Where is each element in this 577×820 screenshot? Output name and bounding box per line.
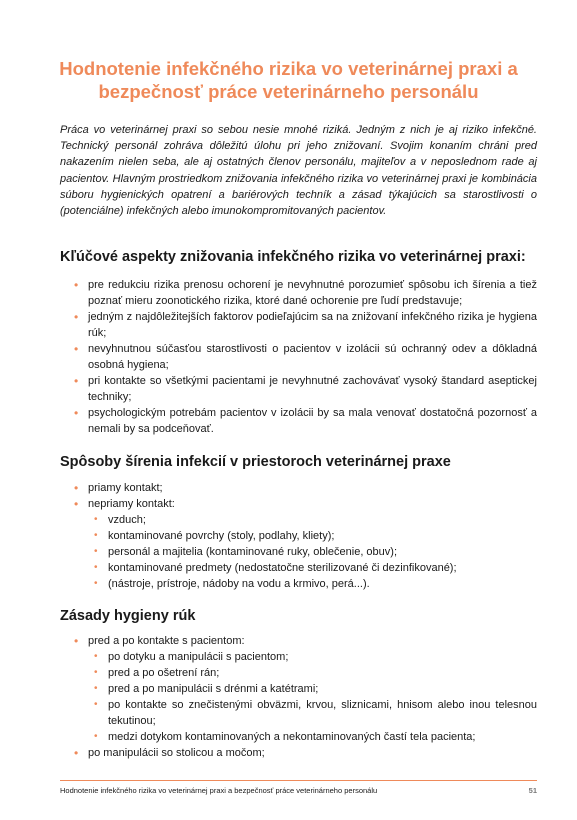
intro-paragraph: Práca vo veterinárnej praxi so sebou nesie mnohé riziká. Jedným z nich je aj riziko infekčné. Technický personál zohráva dôležitú úlohu pri jeho znižovaní. Svojim konaním chráni pred nakazením nielen seba, ale aj ostatných členov personálu, majiteľov a v neposlednom rade aj pacientov. Hlavným prostriedkom znižovania infekčného rizika vo veterinárnej praxi je kombinácia súboru hygienických opatrení a bariérových techník a zásad týkajúcich sa starostlivosti o (potenciálne) infekčných alebo imunokompromitovaných pacientov.	[60, 124, 537, 218]
footer-divider	[60, 780, 537, 781]
spread-list	[74, 480, 537, 592]
section-heading-key-aspects: Kľúčové aspekty znižovania infekčného rizika vo veterinárnej praxi:	[60, 249, 526, 265]
sub-list-item: • vzduch;	[88, 512, 537, 528]
footer-running-title: Hodnotenie infekčného rizika vo veterinárnej praxi a bezpečnosť práce veterinárneho personálu	[60, 786, 378, 795]
sub-list-item: • kontaminované predmety (nedostatočne sterilizované či dezinfikované);	[88, 560, 537, 576]
list-item: • jedným z najdôležitejších faktorov podieľajúcim sa na znižovaní infekčného rizika je hygiena rúk;	[74, 309, 537, 341]
sub-list-item: • (nástroje, prístroje, nádoby na vodu a krmivo, perá...).	[88, 576, 537, 592]
sub-list-item: • medzi dotykom kontaminovaných a nekontaminovaných častí tela pacienta;	[88, 729, 537, 745]
sub-list	[88, 649, 537, 745]
sub-list-item: • po dotyku a manipulácii s pacientom;	[88, 649, 537, 665]
list-item: • pre redukciu rizika prenosu ochorení je nevyhnutné porozumieť spôsobu ich šírenia a tiež poznať mieru zoonotického rizika, ktoré dané ochorenie pre ľudí predstavuje;	[74, 277, 537, 309]
sub-list	[88, 512, 537, 592]
list-item	[74, 496, 537, 592]
list-item-label: pred a po kontakte s pacientom:	[88, 635, 245, 647]
sub-list-item: • pred a po manipulácii s drénmi a katétrami;	[88, 681, 537, 697]
section-heading-spread: Spôsoby šírenia infekcií v priestoroch veterinárnej praxe	[60, 454, 451, 470]
hand-hygiene-list	[74, 633, 537, 761]
sub-list-item: • personál a majitelia (kontaminované ruky, oblečenie, obuv);	[88, 544, 537, 560]
list-item	[74, 633, 537, 745]
page-number: 51	[528, 786, 537, 795]
list-item: • pri kontakte so všetkými pacientami je nevyhnutné zachovávať vysoký štandard aseptickej techniky;	[74, 373, 537, 405]
list-item: • priamy kontakt;	[74, 480, 537, 496]
sub-list-item: • po kontakte so znečistenými obväzmi, krvou, sliznicami, hnisom alebo inou telesnou tekutinou;	[88, 697, 537, 729]
list-item: • psychologickým potrebám pacientov v izolácii by sa mala venovať dostatočná pozornosť a nemali by sa podceňovať.	[74, 405, 537, 437]
section-heading-hand-hygiene: Zásady hygieny rúk	[60, 608, 196, 624]
sub-list-item: • pred a po ošetrení rán;	[88, 665, 537, 681]
list-item: • po manipulácii so stolicou a močom;	[74, 745, 537, 761]
list-item: • nevyhnutnou súčasťou starostlivosti o pacientov v izolácii sú ochranný odev a dôkladná osobná hygiena;	[74, 341, 537, 373]
page-title: Hodnotenie infekčného rizika vo veterinárnej praxi a bezpečnosť práce veterinárneho personálu	[59, 58, 518, 102]
key-aspects-list	[74, 277, 537, 437]
list-item-label: nepriamy kontakt:	[88, 498, 175, 510]
sub-list-item: • kontaminované povrchy (stoly, podlahy, kliety);	[88, 528, 537, 544]
